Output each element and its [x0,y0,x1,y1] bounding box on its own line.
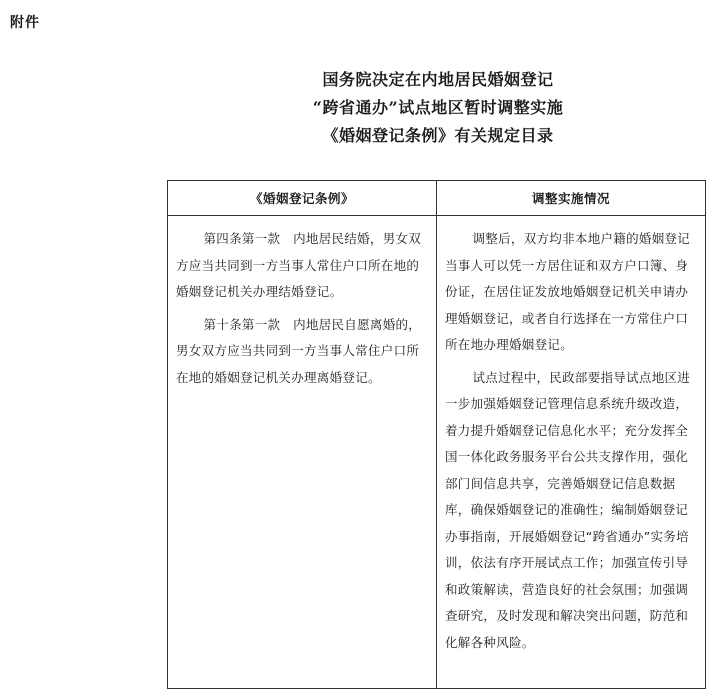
header-regulation: 《婚姻登记条例》 [168,181,437,216]
table-row [168,216,706,689]
title-line-3: 《婚姻登记条例》有关规定目录 [322,126,554,145]
table-header-row [168,181,706,216]
regulation-table [167,180,706,689]
title-line-1: 国务院决定在内地居民婚姻登记 [322,70,554,89]
regulation-cell [168,216,437,689]
adjustment-paragraph-1: 调整后，双方均非本地户籍的婚姻登记当事人可以凭一方居住证和双方户口簿、身份证，在居住证发放地婚姻登记机关申请办理婚姻登记，或者自行选择在一方常住户口所在地办理婚姻登记。 [445,231,691,352]
header-adjustment: 调整实施情况 [437,181,706,216]
regulation-article-4: 第四条第一款 内地居民结婚，男女双方应当共同到一方当事人常住户口所在地的婚姻登记机关办理结婚登记。 [176,231,422,299]
regulation-article-10: 第十条第一款 内地居民自愿离婚的，男女双方应当共同到一方当事人常住户口所在地的婚姻登记机关办理离婚登记。 [176,316,422,385]
title-line-2: “跨省通办”试点地区暂时调整实施 [312,98,564,117]
attachment-label: 附件 [10,15,40,31]
document-title [160,66,716,150]
adjustment-paragraph-2: 试点过程中，民政部要指导试点地区进一步加强婚姻登记管理信息系统升级改造，着力提升婚姻登记信息化水平；充分发挥全国一体化政务服务平台公共支撑作用，强化部门间信息共享，完善婚姻登记信息数据库，确保婚姻登记的准确性；编制婚姻登记办事指南，开展婚姻登记“跨省通办”实务培训，依法有序开展试点工作；加强宣传引导和政策解读，营造良好的社会氛围；加强调查研究，及时发现和解决突出问题，防范和化解各种风险。 [445,369,691,650]
adjustment-cell [437,216,706,689]
